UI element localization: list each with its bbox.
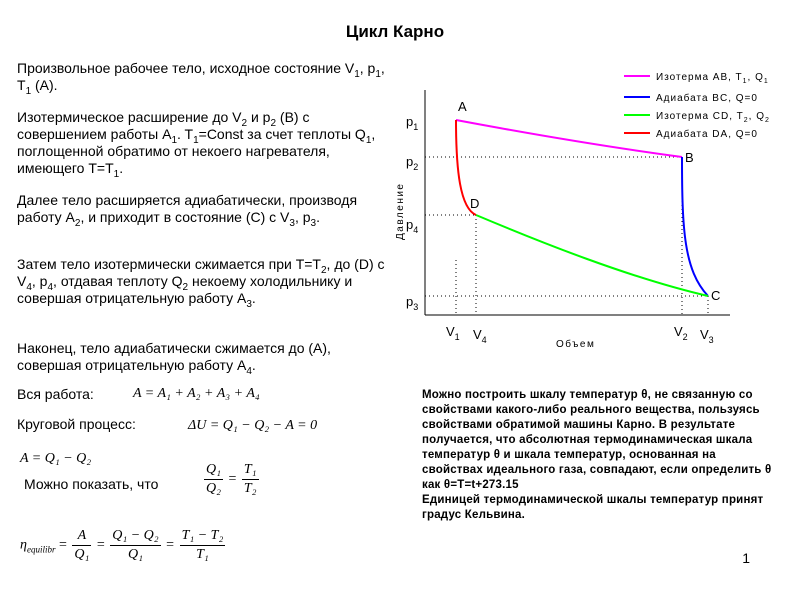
legend-label-cd: Изотерма CD, $T_2$, $Q_2$ — [656, 111, 770, 124]
paragraph-initial-state: Произвольное рабочее тело, исходное состояние $V_1$, $p_1$, $T_1$ (A). — [17, 60, 385, 97]
legend-label-ab: Изотерма AB, $T_1$, $Q_1$ — [656, 72, 769, 85]
y-tick-p2: $p_2$ — [406, 154, 419, 172]
point-b-label: B — [685, 150, 694, 165]
x-tick-v3: $V_3$ — [700, 327, 714, 345]
paragraph-adiabatic-compression: Наконец, тело адиабатически сжимается до (A), совершая отрицательную работу $A_4$. — [17, 340, 331, 377]
y-tick-labels — [406, 114, 418, 312]
total-work-label: Вся работа: — [17, 386, 94, 402]
y-axis-title: Давление — [395, 182, 406, 240]
can-show-label: Можно показать, что — [24, 476, 159, 492]
temperature-ratio-formula: $\frac{\text{Q₁}}{\text{Q₂}}$ = $\frac{\text{T₁}}{\text{T₂}}$ — [206, 462, 257, 496]
x-tick-v1: $V_1$ — [446, 324, 460, 342]
adiabat-bc-curve — [682, 157, 708, 296]
legend-label-bc: Адиабата BC, Q=0 — [656, 93, 758, 104]
kelvin-scale-note: Можно построить шкалу температур θ, не связанную со свойствами какого-либо реального вещества, пользуясь свойствами обратимой машины Карно. В результате получается, что абсолютная термодинамическая шкала температур θ и шкала температур, основанная на свойствах идеального газа, совпадают, если определить θ как θ=T=t+273.15 Единицей термодинамической шкалы температур принят градус Кельвина. — [422, 389, 772, 521]
isotherm-cd-curve — [476, 215, 708, 296]
paragraph-isothermal-compression: Затем тело изотермически сжимается при $T=T_2$, до (D) с $V_4$, $p_4$, отдавая теплоту $Q_2$ некоему холодильнику и совершая отрицательную работу $A_3$. — [17, 256, 385, 310]
guide-lines — [425, 157, 708, 315]
x-tick-v4: $V_4$ — [473, 327, 487, 345]
chart-legend — [624, 72, 770, 140]
x-tick-v2: $V_2$ — [674, 324, 688, 342]
circular-process-formula: ΔU = Q₁ − Q₂ − A = 0 — [188, 418, 318, 433]
point-d-label: D — [470, 196, 480, 211]
legend-label-da: Адиабата DA, Q=0 — [656, 129, 758, 140]
total-work-formula: A = A₁ + A₂ + A₃ + A₄ — [133, 386, 260, 401]
circular-process-label: Круговой процесс: — [17, 416, 136, 432]
work-heat-formula: A = Q₁ − Q₂ — [20, 451, 92, 466]
isotherm-ab-curve — [456, 120, 682, 157]
paragraph-isothermal-expansion: Изотермическое расширение до $V_2$ и $p_2$ (B) с совершением работы $A_1$. $T_1=Const$ за счет теплоты $Q_1$, поглощенной обратимо от некоего нагревателя, имеющего $T=T_1$. — [17, 109, 376, 180]
y-tick-p1: $p_1$ — [406, 114, 419, 132]
y-tick-p3: $p_3$ — [406, 294, 419, 312]
page-number: 1 — [742, 550, 750, 566]
x-axis-title: Объем — [556, 339, 596, 350]
efficiency-formula: $\eta_{equilibr}$ = $\frac{A}{\text{Q₁}}$ = $\frac{\text{Q₁ − Q₂}}{\text{Q₁}}$ = $\frac{\text{T₁ − T₂}}{\text{T₁}}$ — [20, 528, 224, 562]
y-tick-p4: $p_4$ — [406, 217, 419, 235]
point-a-label: A — [458, 99, 467, 114]
point-c-label: C — [711, 288, 721, 303]
page-title: Цикл Карно — [345, 22, 445, 41]
paragraph-adiabatic-expansion: Далее тело расширяется адиабатически, производя работу $A_2$, и приходит в состояние (C) с $V_3$, $p_3$. — [17, 192, 358, 229]
